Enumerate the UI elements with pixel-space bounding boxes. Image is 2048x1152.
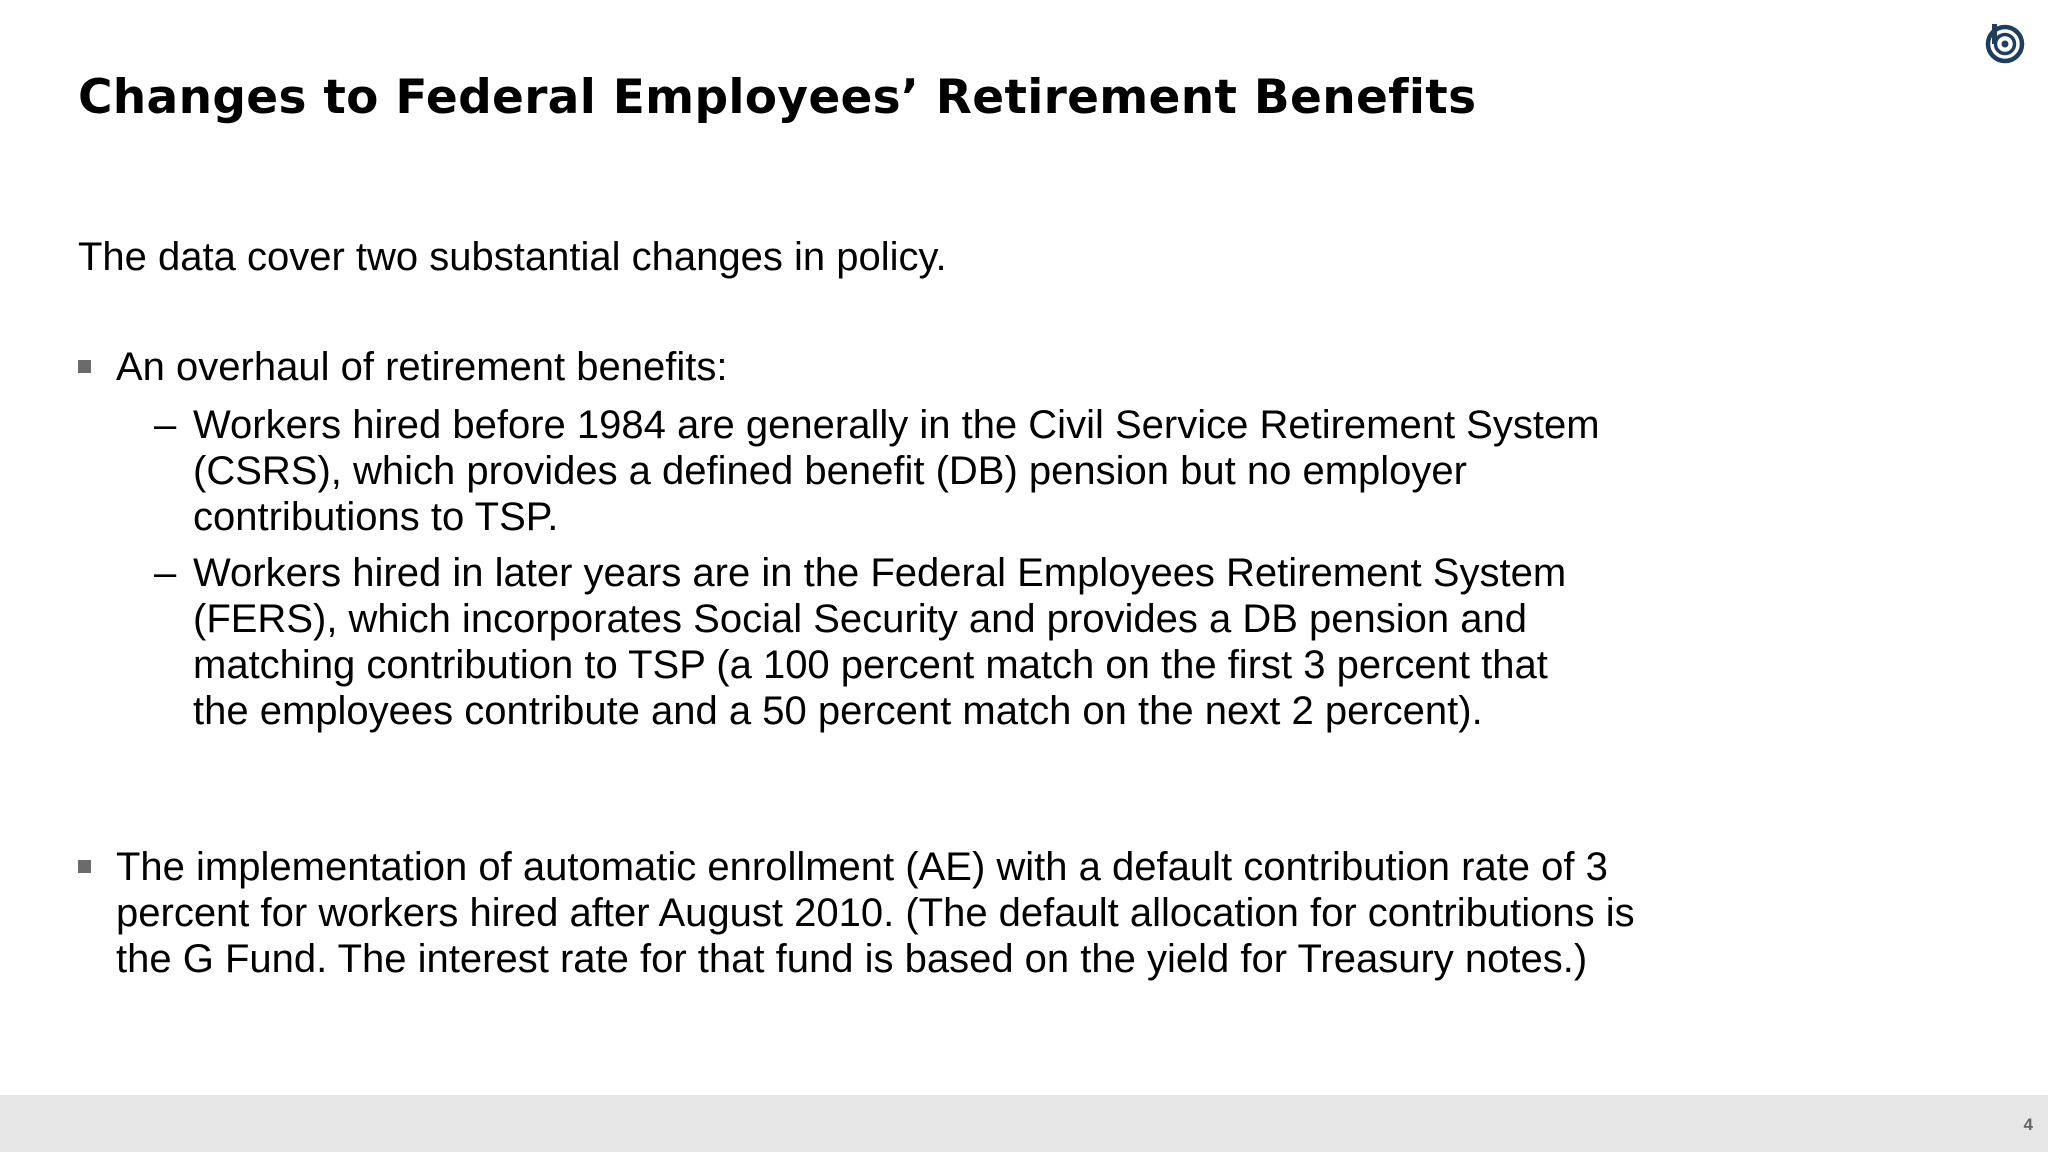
intro-paragraph: The data cover two substantial changes in policy. (78, 235, 947, 279)
bullet-text: The implementation of automatic enrollment (AE) with a default contribution rate of 3 percent for workers hired after August 2010. (The default allocation for contributions is the G Fund. The interest rate for that fund is based on the yield for Treasury notes.) (116, 845, 1635, 981)
dash-bullet-icon: – (154, 551, 177, 595)
slide-footer (0, 1095, 2048, 1152)
cbo-logo-icon (1984, 22, 2026, 64)
page-number: 4 (2023, 1115, 2033, 1134)
sub-bullet-item (154, 550, 1613, 734)
bullet-item (78, 344, 1648, 734)
sub-bullet-item (154, 402, 1613, 540)
bullet-item (78, 844, 1648, 982)
square-bullet-icon (78, 360, 91, 373)
slide-title: Changes to Federal Employees’ Retirement Benefits (78, 70, 1477, 125)
square-bullet-icon (78, 860, 91, 873)
bullet-text: An overhaul of retirement benefits: (116, 345, 728, 389)
sub-bullet-text: Workers hired before 1984 are generally in the Civil Service Retirement System (CSRS), which provides a defined benefit (DB) pension but no employer contributions to TSP. (193, 403, 1600, 539)
sub-bullet-text: Workers hired in later years are in the Federal Employees Retirement System (FERS), which incorporates Social Security and provides a DB pension and matching contribution to TSP (a 100 percent match on the first 3 percent that the employees contribute and a 50 percent match on the next 2 percent). (193, 551, 1567, 733)
dash-bullet-icon: – (154, 403, 177, 447)
